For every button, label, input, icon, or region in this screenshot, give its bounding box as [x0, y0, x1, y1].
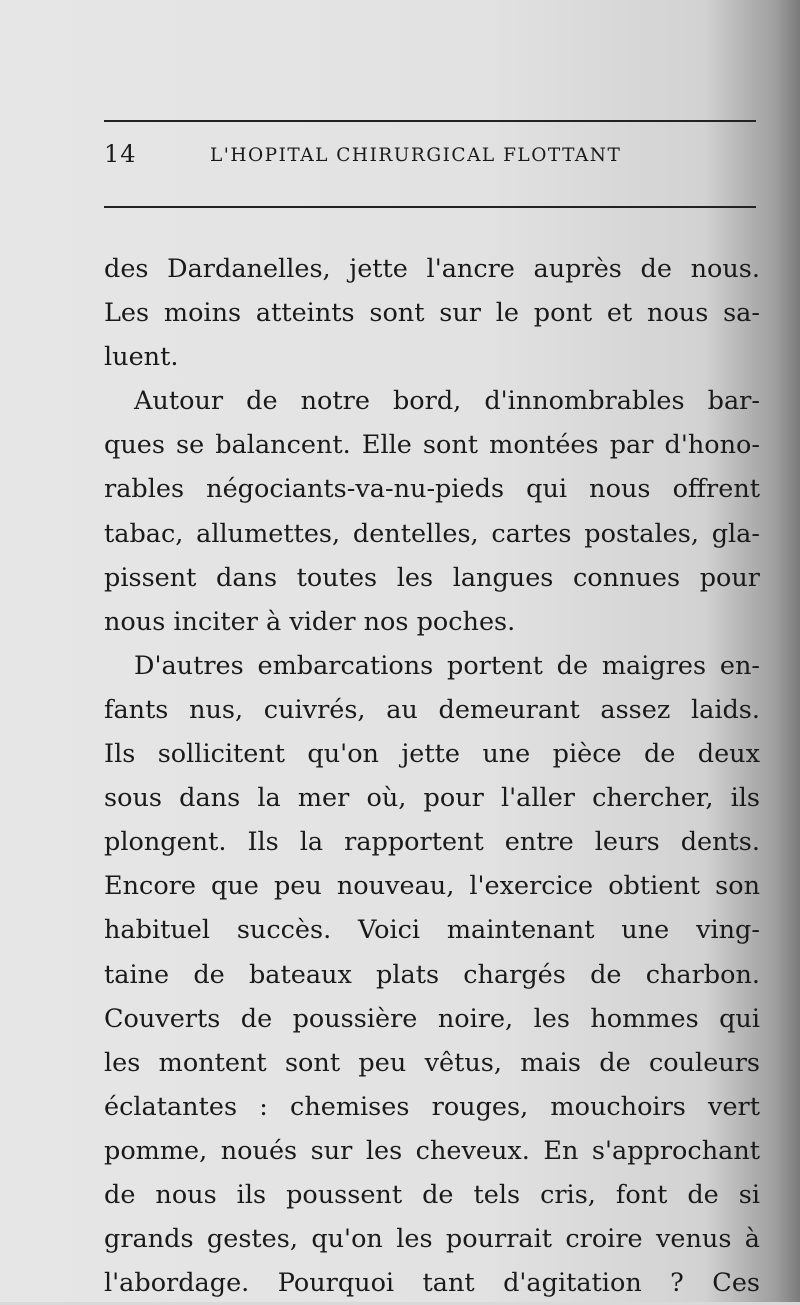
text-line: l'abordage. Pourquoi tant d'agitation ? Ces [104, 1268, 760, 1299]
page-number: 14 [104, 140, 137, 168]
body-text [104, 247, 760, 1305]
text-line: ques se balancent. Elle sont montées par d'hono- [104, 430, 760, 461]
text-line: D'autres embarcations portent de maigres en- [134, 650, 760, 681]
header-top-rule [104, 120, 756, 122]
text-line: plongent. Ils la rapportent entre leurs dents. [104, 827, 760, 858]
text-line: Les moins atteints sont sur le pont et nous sa- [104, 298, 760, 329]
text-line: sous dans la mer où, pour l'aller chercher, ils [104, 783, 760, 814]
text-line: taine de bateaux plats chargés de charbon. [104, 959, 760, 990]
text-line: Encore que peu nouveau, l'exercice obtient son [104, 871, 760, 902]
text-line: des Dardanelles, jette l'ancre auprès de nous. [104, 254, 760, 284]
text-line: rables négociants-va-nu-pieds qui nous offrent [104, 474, 760, 505]
text-line: Couverts de poussière noire, les hommes qui [104, 1003, 760, 1034]
text-line: de nous ils poussent de tels cris, font de si [104, 1179, 760, 1210]
text-line: fants nus, cuivrés, au demeurant assez laids. [104, 694, 760, 725]
text-line: pomme, noués sur les cheveux. En s'approchant [104, 1135, 760, 1166]
text-line: nous inciter à vider nos poches. [104, 606, 516, 637]
text-line: Ils sollicitent qu'on jette une pièce de deux [104, 739, 760, 770]
text-line: les montent sont peu vêtus, mais de couleurs [104, 1047, 760, 1078]
text-line: tabac, allumettes, dentelles, cartes postales, gla- [104, 518, 760, 549]
text-line: éclatantes : chemises rouges, mouchoirs vert [104, 1091, 760, 1122]
running-title: L'HOPITAL CHIRURGICAL FLOTTANT [210, 145, 622, 166]
text-line: Autour de notre bord, d'innombrables bar- [134, 386, 760, 417]
text-line: pissent dans toutes les langues connues pour [104, 562, 760, 593]
text-line: habituel succès. Voici maintenant une ving- [104, 915, 760, 946]
text-line: grands gestes, qu'on les pourrait croire venus à [104, 1224, 760, 1255]
header-bottom-rule [104, 206, 756, 208]
text-line: luent. [104, 342, 179, 373]
